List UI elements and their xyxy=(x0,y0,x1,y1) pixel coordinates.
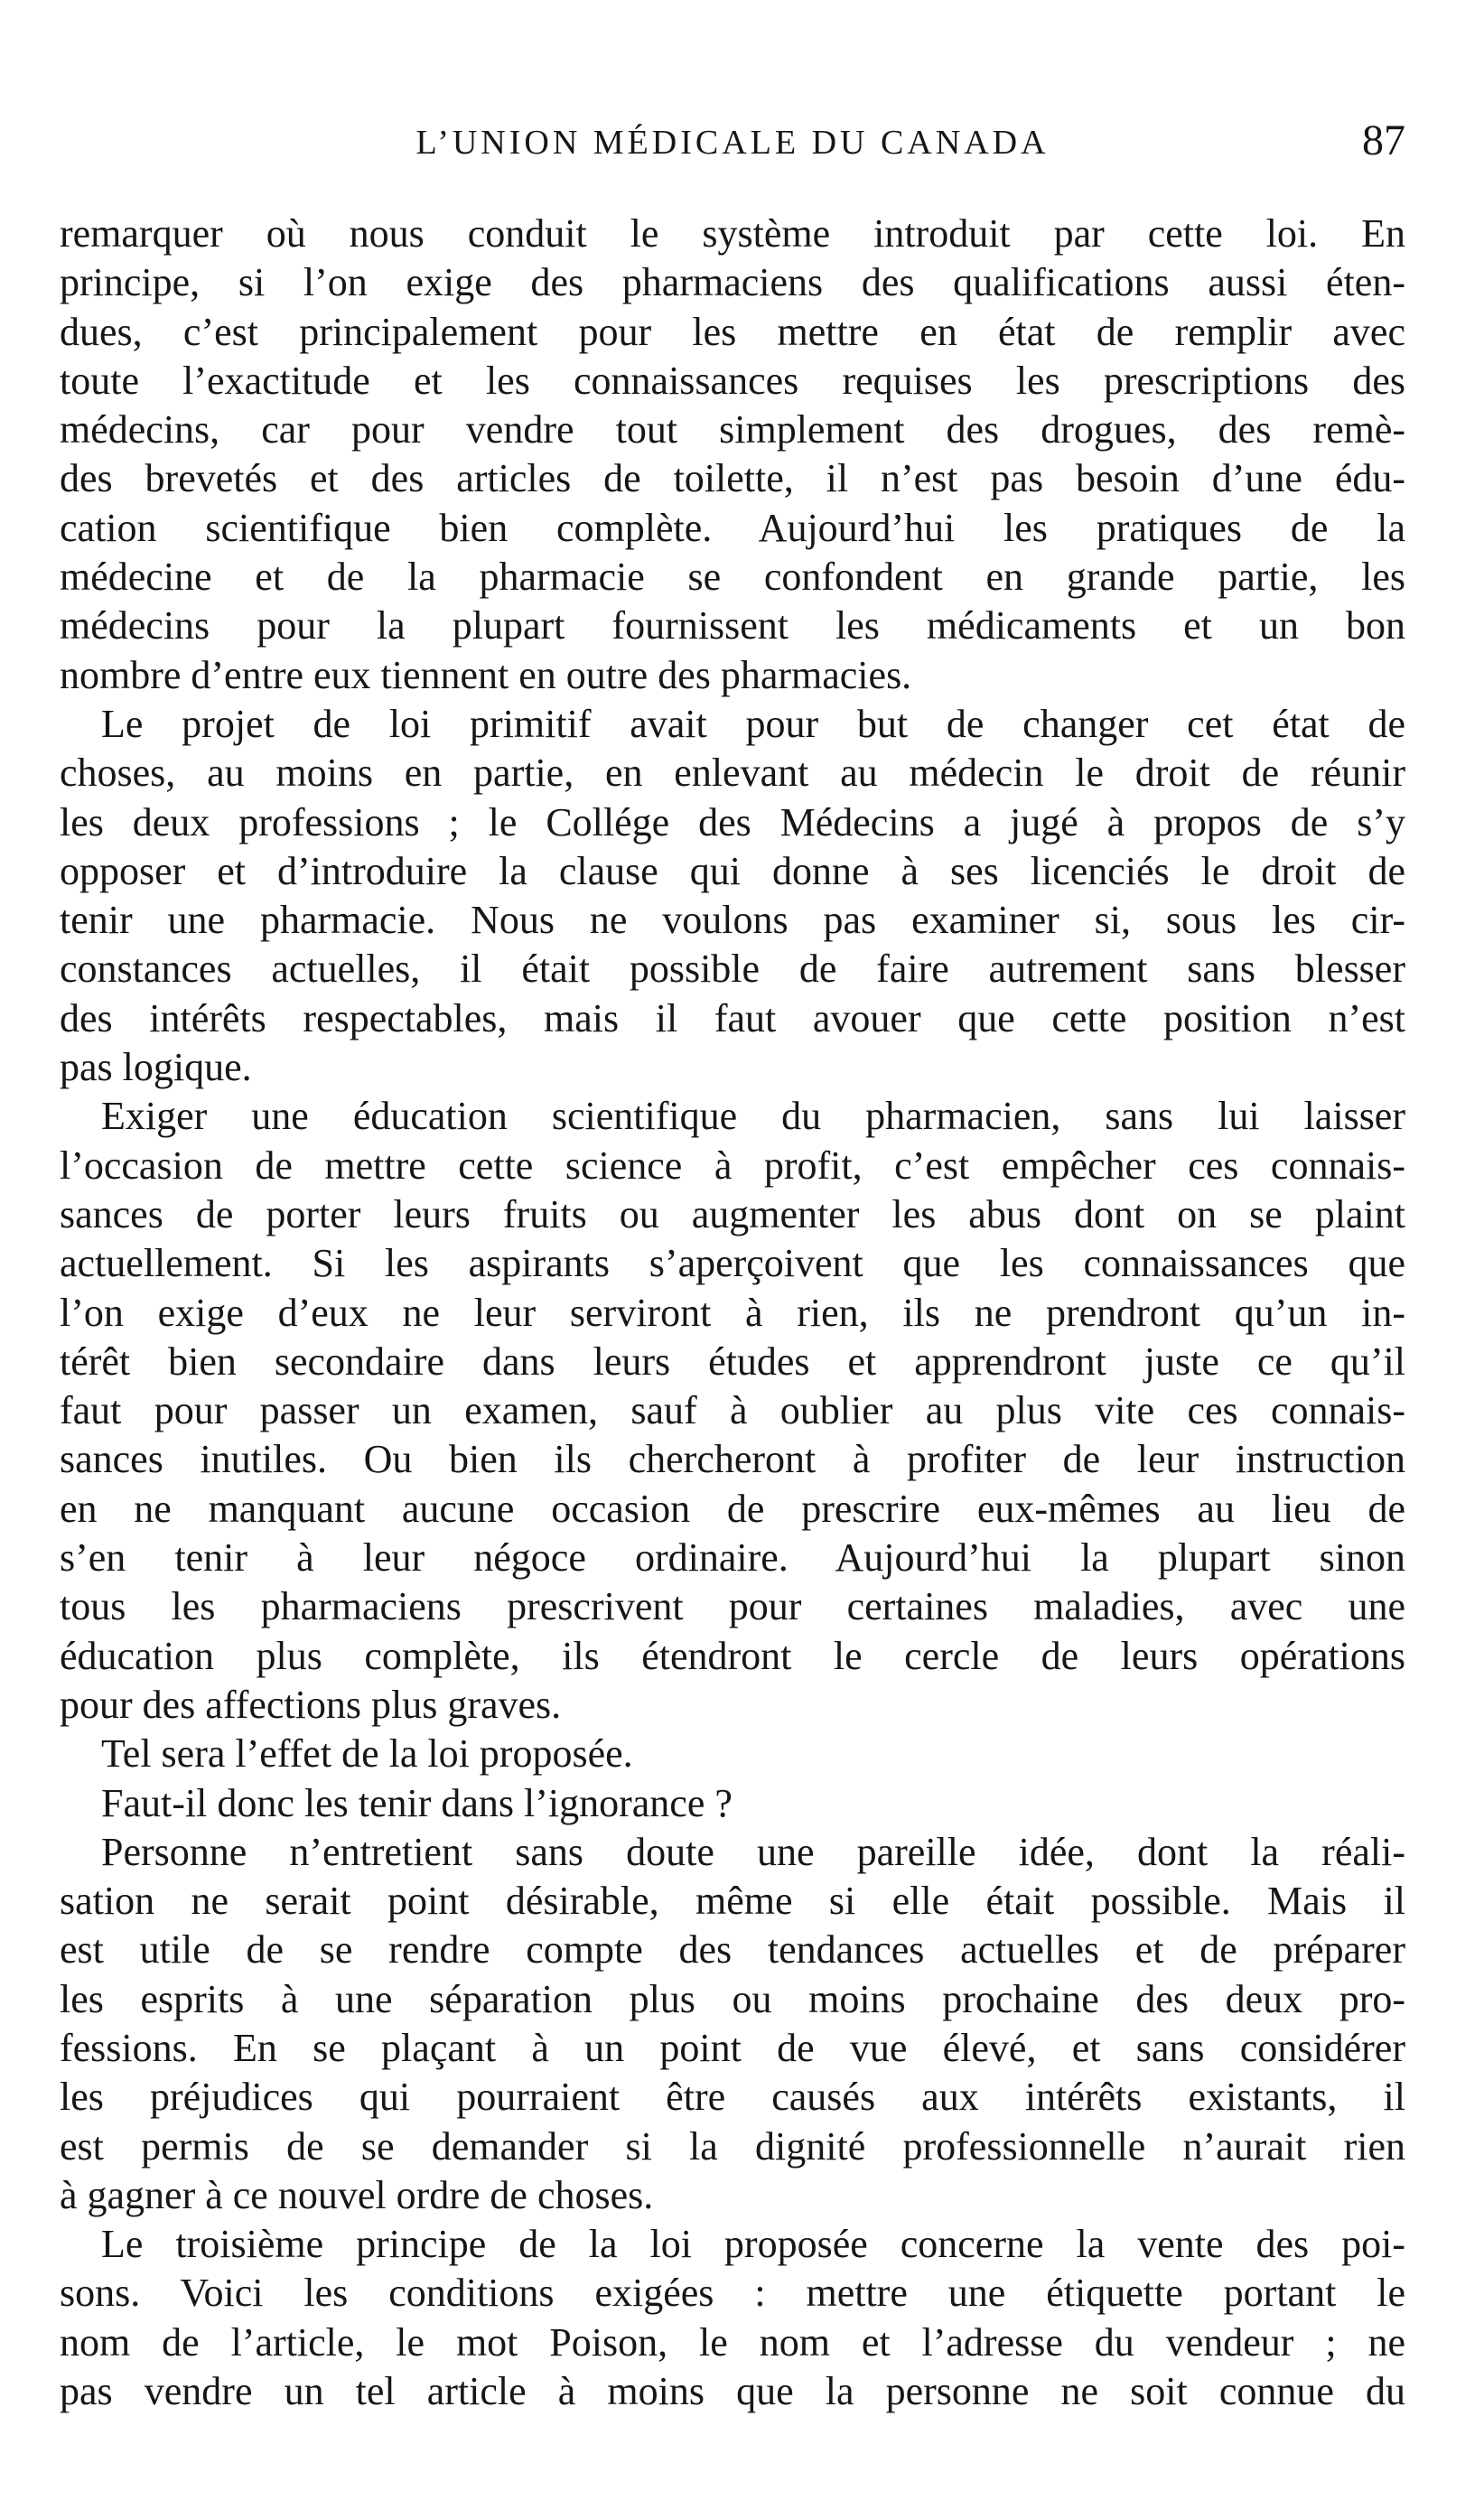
text-line: tous les pharmaciens prescrivent pour certaines maladies, avec une xyxy=(60,1584,1405,1629)
text-line: choses, au moins en partie, en enlevant au médecin le droit de réunir xyxy=(60,751,1405,796)
text-line: toute l’exactitude et les connaissances requises les prescriptions des xyxy=(60,358,1405,403)
text-line: opposer et d’introduire la clause qui donne à ses licenciés le droit de xyxy=(60,848,1405,893)
text-line: Exiger une éducation scientifique du pharmacien, sans lui laisser xyxy=(101,1094,1405,1139)
text-line: principe, si l’on exige des pharmaciens des qualifications aussi éten- xyxy=(60,260,1405,305)
text-line: nombre d’entre eux tiennent en outre des pharmacies. xyxy=(60,652,912,697)
text-line: pour des affections plus graves. xyxy=(60,1682,562,1727)
text-line: éducation plus complète, ils étendront le cercle de leurs opérations xyxy=(60,1633,1405,1678)
text-line: les deux professions ; le Collége des Médecins a jugé à propos de s’y xyxy=(60,799,1405,844)
text-line: en ne manquant aucune occasion de prescrire eux-mêmes au lieu de xyxy=(60,1486,1405,1531)
text-line: sation ne serait point désirable, même si elle était possible. Mais il xyxy=(60,1879,1405,1924)
text-line: médecins, car pour vendre tout simplement des drogues, des remè- xyxy=(60,407,1405,452)
text-line: médecine et de la pharmacie se confondent en grande partie, les xyxy=(60,555,1405,600)
text-line: les esprits à une séparation plus ou moins prochaine des deux pro- xyxy=(60,1976,1405,2021)
text-line: cation scientifique bien complète. Aujourd’hui les pratiques de la xyxy=(60,505,1405,550)
text-line: fessions. En se plaçant à un point de vue élevé, et sans considérer xyxy=(60,2025,1405,2070)
text-line: à gagner à ce nouvel ordre de choses. xyxy=(60,2172,654,2217)
text-line: faut pour passer un examen, sauf à oublier au plus vite ces connais- xyxy=(60,1388,1405,1433)
text-line: sances de porter leurs fruits ou augmenter les abus dont on se plaint xyxy=(60,1191,1405,1236)
text-line: Le troisième principe de la loi proposée concerne la vente des poi- xyxy=(101,2222,1405,2267)
text-line: tenir une pharmacie. Nous ne voulons pas examiner si, sous les cir- xyxy=(60,898,1405,943)
text-line: sons. Voici les conditions exigées : mettre une étiquette portant le xyxy=(60,2271,1405,2316)
running-head xyxy=(60,116,1405,170)
text-line: des intérêts respectables, mais il faut avouer que cette position n’est xyxy=(60,995,1405,1040)
text-line: les préjudices qui pourraient être causés aux intérêts existants, il xyxy=(60,2075,1405,2120)
text-line: actuellement. Si les aspirants s’aperçoivent que les connaissances que xyxy=(60,1241,1405,1286)
text-line: est utile de se rendre compte des tendances actuelles et de préparer xyxy=(60,1927,1405,1973)
body-text xyxy=(60,210,1405,2416)
text-line: sances inutiles. Ou bien ils chercheront à profiter de leur instruction xyxy=(60,1437,1405,1482)
text-line: constances actuelles, il était possible de faire autrement sans blesser xyxy=(60,947,1405,992)
text-line: Le projet de loi primitif avait pour but de changer cet état de xyxy=(101,701,1405,746)
text-line: pas logique. xyxy=(60,1045,252,1090)
running-title: L’UNION MÉDICALE DU CANADA xyxy=(415,124,1050,162)
page-number: 87 xyxy=(1362,117,1405,164)
text-line: remarquer où nous conduit le système introduit par cette loi. En xyxy=(60,211,1405,256)
text-line: est permis de se demander si la dignité professionnelle n’aurait rien xyxy=(60,2123,1405,2169)
text-line: Tel sera l’effet de la loi proposée. xyxy=(101,1731,633,1777)
text-line: pas vendre un tel article à moins que la personne ne soit connue du xyxy=(60,2369,1405,2414)
text-line: l’occasion de mettre cette science à profit, c’est empêcher ces connais- xyxy=(60,1143,1405,1188)
text-line: Faut-il donc les tenir dans l’ignorance ? xyxy=(101,1780,733,1825)
text-line: l’on exige d’eux ne leur serviront à rien, ils ne prendront qu’un in- xyxy=(60,1290,1405,1335)
text-line: térêt bien secondaire dans leurs études et apprendront juste ce qu’il xyxy=(60,1339,1405,1384)
text-line: Personne n’entretient sans doute une pareille idée, dont la réali- xyxy=(101,1829,1405,1874)
text-line: s’en tenir à leur négoce ordinaire. Aujourd’hui la plupart sinon xyxy=(60,1535,1405,1581)
text-line: dues, c’est principalement pour les mettre en état de remplir avec xyxy=(60,309,1405,354)
text-line: nom de l’article, le mot Poison, le nom et l’adresse du vendeur ; ne xyxy=(60,2319,1405,2365)
text-line: des brevetés et des articles de toilette, il n’est pas besoin d’une édu- xyxy=(60,456,1405,501)
text-line: médecins pour la plupart fournissent les médicaments et un bon xyxy=(60,603,1405,648)
